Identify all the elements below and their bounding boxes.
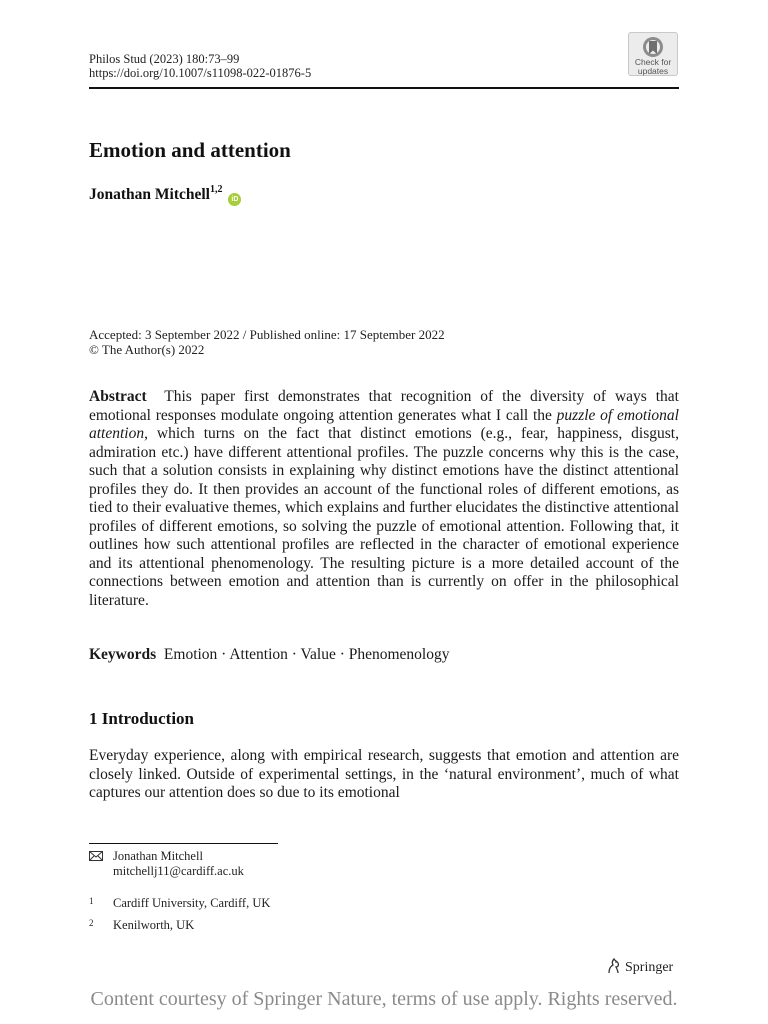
contact-name: Jonathan Mitchell	[113, 849, 203, 863]
check-for-updates-badge[interactable]	[628, 32, 678, 76]
bookmark-check-icon	[642, 36, 664, 58]
footnote-rule	[89, 843, 278, 844]
abstract-text-part-1: This paper first demonstrates that recognition of the diversity of ways that emotional responses modulate ongoing attention generates what I call the	[89, 388, 679, 424]
springer-horse-icon	[606, 958, 622, 974]
badge-line-2: updates	[637, 66, 669, 76]
doi-link[interactable]: https://doi.org/10.1007/s11098-022-01876-5	[89, 66, 312, 80]
abstract-text-part-2: , which turns on the fact that distinct emotions (e.g., fear, happiness, disgust, admiration etc.) have different attentional profiles. The puzzle concerns why this is the case, such that a solution consists in explaining why distinct emotions have the distinct attentional profiles they do. It then provides an account of the functional roles of different emotions, as tied to their evaluative themes, which explains and further elucidates the distinctive attentional profiles of different emotions, so solving the puzzle of emotional attention. Following that, it outlines how such attentional profiles are reflected in the character of emotional experience and its attentional phenomenology. The resulting picture is a more detailed account of the connections between emotion and attention than is currently on offer in the philosophical literature.	[89, 425, 679, 609]
orcid-icon[interactable]: iD	[228, 193, 241, 206]
abstract	[89, 388, 679, 610]
keywords-label: Keywords	[89, 646, 157, 663]
affiliation-1-text: Cardiff University, Cardiff, UK	[113, 896, 271, 910]
affiliation-1-number: 1	[89, 896, 94, 906]
corresponding-author	[89, 849, 203, 865]
keywords	[89, 646, 679, 665]
copyright-notice: © The Author(s) 2022	[89, 342, 205, 357]
author-affiliation-marks: 1,2	[210, 184, 223, 195]
section-heading: 1 Introduction	[89, 709, 195, 728]
journal-reference: Philos Stud (2023) 180:73–99	[89, 52, 240, 66]
author-name[interactable]: Jonathan Mitchell	[89, 186, 210, 204]
springer-logo	[606, 958, 673, 976]
abstract-label: Abstract	[89, 388, 147, 405]
affiliation-2-text: Kenilworth, UK	[113, 918, 195, 932]
courtesy-notice: Content courtesy of Springer Nature, terms of use apply. Rights reserved.	[90, 988, 678, 1010]
header-rule	[89, 87, 679, 89]
affiliation-1	[89, 894, 270, 911]
publication-dates: Accepted: 3 September 2022 / Published online: 17 September 2022	[89, 327, 445, 342]
envelope-icon	[89, 850, 113, 865]
abstract-emphasis: puzzle of emotional attention	[89, 406, 679, 442]
badge-line-1: Check for	[634, 57, 672, 67]
contact-email[interactable]: mitchellj11@cardiff.ac.uk	[113, 864, 244, 878]
keywords-list: Emotion · Attention · Value · Phenomenology	[163, 646, 450, 663]
affiliation-2-number: 2	[89, 918, 94, 928]
introduction-paragraph: Everyday experience, along with empirical research, suggests that emotion and attention are closely linked. Outside of experimental settings, in the ‘natural environment’, much of what captures our attention does so due to its emotional	[89, 747, 679, 801]
publisher-name: Springer	[625, 960, 674, 975]
article-title: Emotion and attention	[89, 138, 291, 162]
author-line	[89, 185, 241, 206]
affiliation-2	[89, 916, 194, 933]
